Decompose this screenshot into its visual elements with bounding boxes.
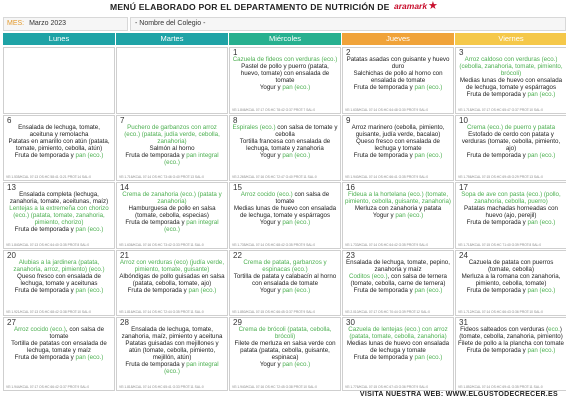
eco-dish-text: pan (eco.)	[527, 219, 556, 226]
day-number: 15	[233, 183, 242, 192]
menu-dishes	[232, 326, 338, 368]
nutrition-info: VE:1.776/KCAL 07:15 OS:HC 67:43 G:36 PROT:9 SAL:0	[345, 385, 429, 389]
day-number: 17	[459, 183, 468, 192]
school-name-field: - Nombre del Colegio -	[130, 17, 566, 31]
eco-dish-text: pan (eco.)	[414, 287, 443, 294]
dish-text: Merluza con zanahoria y patata Yogur y	[354, 205, 442, 219]
menu-dishes	[119, 191, 225, 233]
day-cell	[342, 250, 454, 316]
website-link[interactable]: VISITA NUESTRA WEB: WWW.ELGUSTODECRECER.ES	[359, 391, 558, 398]
weekday-3: Miércoles	[229, 33, 341, 45]
dish-text: Hamburguesa de pollo en salsa (tomate, cebolla, especias) Fruta de temporada y	[125, 205, 216, 226]
dish-text: con salsa de tomate Medias lunas de huevo con ensalada de lechuga, tomate y espárragos Yogur y	[233, 191, 337, 226]
eco-dish-text: pan (eco.)	[282, 84, 311, 91]
day-cell	[342, 115, 454, 181]
eco-dish-text: Espirales (eco.)	[232, 124, 276, 131]
eco-dish-text: pan integral (eco.)	[164, 361, 219, 375]
eco-dish-text: Arroz con verduras (eco) (judía verde, pimiento, tomate, guisante)	[119, 259, 225, 273]
nutrition-info: VE:1.921/KCAL 07:13 OS:HC 68:42 G:38 PROT:10 SAL:0	[6, 310, 91, 314]
day-number: 16	[346, 183, 355, 192]
eco-dish-text: pan (eco.)	[75, 152, 104, 159]
eco-dish-text: pan (eco.)	[282, 219, 311, 226]
month-value: Marzo 2023	[29, 20, 67, 27]
day-cell	[116, 317, 228, 391]
menu-dishes	[6, 191, 112, 233]
dish-text: Arroz marinero (cebolla, pimiento, guisante, judía verde, bacalao) Queso fresco con ensalada de lechuga y tomate Fruta de temporada y	[351, 124, 445, 159]
menu-dishes	[6, 259, 112, 294]
eco-dish-text: pan (eco.)	[527, 152, 556, 159]
menu-dishes	[119, 326, 225, 375]
nutrition-info: VE:1.846/KCAL 07:17 OS:HC 78:42 G:37 PROT:7 SAL:0	[232, 108, 316, 112]
day-number: 6	[7, 116, 12, 125]
nutrition-info: VE:2.010/KCAL 07:17 OS:HC 70:44 G:39 PROT:12 SAL:0	[345, 310, 430, 314]
nutrition-info: VE:1.816/KCAL 07:14 OS:HC 72:44 G:35 PROT:11 SAL:0	[119, 310, 204, 314]
eco-dish-text: pan (eco.)	[414, 84, 443, 91]
day-cell	[229, 250, 341, 316]
eco-dish-text: Crema de brócoli (patata, cebolla, brócoli)	[238, 326, 332, 340]
weekday-1: Lunes	[3, 33, 115, 45]
weekday-4: Jueves	[342, 33, 454, 45]
nutrition-info: VE:1.535/KCAL 07:13 OS:HC 58:41 G:21 PROT:14 SAL:0	[6, 175, 91, 179]
day-cell	[455, 47, 566, 114]
dish-text: Tortilla de patata y calabacín al horno con ensalada de tomate Yogur y	[233, 273, 337, 294]
eco-dish-text: pan (eco.)	[75, 354, 104, 361]
eco-dish-text: Coditos (eco.)	[348, 273, 388, 280]
menu-dishes	[345, 124, 451, 159]
nutrition-info: VE:1.940/KCAL 07:16 OS:HC 72:45 G:38 PROT:10 SAL:0	[232, 385, 317, 389]
nutrition-info: VE:1.636/KCAL 07:16 OS:HC 73:42 G:33 PROT:11 SAL:0	[119, 243, 204, 247]
dish-text: , con salsa de ternera (tomate, cebolla, carne de ternera) Fruta de temporada y	[350, 273, 448, 294]
eco-dish-text: Alubias a la jardinera (patata, zanahoria, arroz, pimiento) (eco.)	[13, 259, 105, 273]
nutrition-info: VE:1.818/KCAL 07:14 OS:HC 65:41 G:33 PROT:11 SAL:0	[119, 385, 204, 389]
eco-dish-text: Puchero de garbanzos con arroz (eco.) (patata, judía verde, cebolla, zanahoria)	[124, 124, 220, 145]
menu-dishes	[119, 259, 225, 294]
eco-dish-text: Arroz caldoso con verduras (eco.) (cebolla, zanahoria, tomate, pimiento, brócoli)	[459, 56, 563, 77]
menu-dishes	[232, 124, 338, 159]
day-number: 28	[120, 318, 129, 327]
day-cell	[229, 182, 341, 249]
day-cell	[3, 47, 115, 114]
nutrition-info: VE:1.944/KCAL 07:17 OS:HC 66:42 G:37 PROT:9 SAL:0	[6, 385, 90, 389]
menu-meta	[3, 17, 563, 31]
eco-dish-text: Cazuela de fideos con verduras (eco.)	[232, 56, 338, 63]
day-number: 10	[459, 116, 468, 125]
menu-dishes	[232, 56, 338, 91]
day-cell	[342, 47, 454, 114]
menu-dishes	[232, 259, 338, 294]
nutrition-info: VE:1.712/KCAL 07:14 OS:HC 66:43 G:36 PROT:10 SAL:0	[458, 310, 543, 314]
day-number: 14	[120, 183, 129, 192]
menu-dishes	[458, 259, 564, 294]
page-footer	[0, 391, 566, 400]
dish-text: Pastel de pollo y puerro (patata, huevo, tomate) con ensalada de tomate Yogur y	[240, 63, 330, 91]
eco-dish-text: Crema de zanahoria (eco.) (patata y zanahoria)	[122, 191, 222, 205]
dish-text: Ensalada de lechuga, tomate, aceituna y remolacha Patatas en amarillo con atún (patata, tomate, pimiento, cebolla, atún) Fruta de temporada y	[8, 124, 110, 159]
eco-dish-text: pan (eco.)	[527, 91, 556, 98]
eco-dish-text: pan integral (eco.)	[164, 219, 219, 233]
nutrition-info: VE:1.850/KCAL 07:15 OS:HC 66:45 G:37 PROT:9 SAL:0	[232, 310, 316, 314]
day-number: 23	[346, 251, 355, 260]
menu-dishes	[345, 191, 451, 219]
eco-dish-text: Crema de patata, garbanzos y espinacas (eco.)	[243, 259, 327, 273]
eco-dish-text: Arroz cocido (eco.)	[13, 326, 66, 333]
day-cell	[455, 115, 566, 181]
day-number: 1	[233, 48, 238, 57]
menu-dishes	[119, 124, 225, 166]
eco-dish-text: Cazuela de lentejas (eco.) con arroz (patata, tomate, cebolla, zanahoria)	[348, 326, 448, 340]
dish-text: Albóndigas de pollo guisadas en salsa (patata, cebolla, tomate, ajo) Fruta de temporada y	[119, 273, 225, 294]
menu-dishes	[458, 56, 564, 98]
dish-text: Ensalada completa (lechuga, zanahoria, tomate, aceitunas, maíz)	[9, 191, 109, 205]
dish-text: Salmón al horno Fruta de temporada y	[125, 145, 195, 159]
dish-text: Cazuela de patata con puerros (tomate, cebolla) Merluza a la romana con zanahoria, pimiento, cebolla, tomate) Fruta de temporada y	[461, 259, 561, 294]
day-cell	[455, 250, 566, 316]
day-cell	[116, 250, 228, 316]
day-number: 22	[233, 251, 242, 260]
day-number: 29	[233, 318, 242, 327]
menu-dishes	[232, 191, 338, 226]
month-field	[3, 17, 128, 31]
nutrition-info: VE:2.265/KCAL 07:16 OS:HC 72:47 G:40 PROT:11 SAL:0	[232, 175, 317, 179]
eco-dish-text: pan (eco.)	[414, 354, 443, 361]
nutrition-info: VE:1.635/KCAL 07:14 OS:HC 64:48 G:30 PROT:9 SAL:0	[345, 108, 429, 112]
day-number: 24	[459, 251, 468, 260]
eco-dish-text: pan (eco.)	[282, 361, 311, 368]
eco-dish-text: pan (eco.)	[527, 347, 556, 354]
eco-dish-text: pan (eco.)	[527, 287, 556, 294]
nutrition-info: VE:1.735/KCAL 07:14 OS:HC 68:42 G:35 PROT:9 SAL:0	[232, 243, 316, 247]
menu-dishes	[458, 191, 564, 226]
day-cell	[3, 182, 115, 249]
menu-title: MENÚ ELABORADO POR EL DEPARTAMENTO DE NUTRICIÓN DE	[110, 2, 390, 12]
day-cell	[455, 182, 566, 249]
nutrition-info: VE:1.840/KCAL 07:13 OS:HC 64:40 G:35 PROT:8 SAL:0	[6, 243, 90, 247]
weekday-5: Viernes	[455, 33, 566, 45]
nutrition-info: VE:1.718/KCAL 07:17 OS:HC 65:47 G:37 PROT:10 SAL:0	[458, 108, 543, 112]
day-cell	[116, 115, 228, 181]
eco-dish-text: pan (eco.)	[75, 287, 104, 294]
dish-text: Ensalada de lechuga, tomate, zanahoria, maíz, pimiento y aceituna Patatas guisadas con mejillones y atún (tomate, cebolla, pimiento, mejillón, atún) Fruta de temporada y	[121, 326, 223, 368]
menu-dishes	[458, 124, 564, 159]
day-number: 31	[459, 318, 468, 327]
weekday-2: Martes	[116, 33, 228, 45]
day-cell	[342, 182, 454, 249]
dish-text: Estofado de cerdo con patata y verduras (tomate, cebolla, pimiento, ajo) Fruta de temporada y	[461, 131, 561, 159]
dish-text: ) (tomate, cebolla, zanahoria, pimiento) Filete de pollo a la plancha con tomate Fruta de temporada y	[458, 326, 564, 354]
day-number: 3	[459, 48, 464, 57]
day-number: 30	[346, 318, 355, 327]
dish-text: Fruta de temporada y	[14, 226, 74, 233]
nutrition-info: VE:1.756/KCAL 07:15 OS:HC 69:45 G:29 PROT:13 SAL:0	[458, 175, 543, 179]
eco-dish-text: pan (eco.)	[414, 152, 443, 159]
day-cell	[229, 115, 341, 181]
aramark-logo: aramark	[394, 1, 428, 11]
dish-text: Queso fresco con ensalada de lechuga, tomate y aceitunas Fruta de temporada y	[14, 273, 101, 294]
menu-dishes	[345, 259, 451, 294]
eco-dish-text: Crema (eco.) de puerro y patata	[466, 124, 556, 131]
dish-text: Ensalada de lechuga, tomate, pepino, zanahoria y maíz	[346, 259, 450, 273]
day-number: 7	[120, 116, 125, 125]
menu-dishes	[6, 326, 112, 361]
day-cell	[3, 115, 115, 181]
day-cell	[229, 317, 341, 391]
dish-text: con salsa de tomate y cebolla Tortilla francesa con ensalada de lechuga, tomate y zanahoria Yogur y	[239, 124, 338, 159]
eco-dish-text: pan (eco.)	[75, 226, 104, 233]
day-number: 9	[346, 116, 351, 125]
eco-dish-text: pan (eco.)	[395, 212, 424, 219]
day-cell	[455, 317, 566, 391]
day-cell	[116, 182, 228, 249]
nutrition-info: VE:1.716/KCAL 07:14 OS:HC 73:46 G:40 PROT:13 SAL:0	[119, 175, 204, 179]
eco-dish-text: eco.	[548, 326, 560, 333]
dish-text: , con salsa de tomate Tortilla de patatas con ensalada de lechuga, tomate y maíz Fruta de temporada y	[11, 326, 107, 361]
day-number: 13	[7, 183, 16, 192]
dish-text: Patatas machadas horneadas con huevo (ajo, perejil) Fruta de temporada y	[464, 205, 558, 226]
nutrition-info: VE:1.852/KCAL 07:14 OS:HC 69:41 G:35 PROT:11 SAL:0	[458, 385, 543, 389]
menu-dishes	[345, 56, 451, 91]
day-cell	[229, 47, 341, 114]
day-cell	[342, 317, 454, 391]
day-cell	[3, 250, 115, 316]
eco-dish-text: pan (eco.)	[188, 287, 217, 294]
dish-text: Fideos salteados con verduras (	[460, 326, 549, 333]
nutrition-info: VE:1.733/KCAL 07:14 OS:HC 64:42 G:35 PROT:9 SAL:0	[345, 243, 429, 247]
day-number: 2	[346, 48, 351, 57]
star-icon: ★	[428, 0, 438, 12]
eco-dish-text: Fideua a la hortelana (eco.) (tomate, pimiento, cebolla, guisante, zanahoria)	[345, 191, 451, 205]
menu-dishes	[6, 124, 112, 159]
eco-dish-text: pan (eco.)	[282, 152, 311, 159]
nutrition-info: VE:1.940/KCAL 07:14 OS:HC 66:41 G:35 PROT:9 SAL:0	[345, 175, 429, 179]
dish-text: Patatas asadas con guisante y huevo duro Salchichas de pollo al horno con ensalada de tomate Fruta de temporada y	[346, 56, 450, 91]
day-number: 20	[7, 251, 16, 260]
dish-text: Filete de merluza en salsa verde con patata (patata, cebolla, guisante, espinaca) Yogur y	[234, 340, 336, 368]
day-number: 21	[120, 251, 129, 260]
page-header	[0, 1, 566, 15]
dish-text: Medias lunas de huevo con ensalada de lechuga y tomate Fruta de temporada y	[346, 340, 450, 361]
menu-dishes	[458, 326, 564, 354]
eco-dish-text: pan (eco.)	[282, 287, 311, 294]
eco-dish-text: Lentejas a la extremeña con chorizo (eco.) (patata, tomate, zanahoria, pimiento, chorizo)	[9, 205, 109, 226]
nutrition-info: VE:1.718/KCAL 07:15 OS:HC 71:40 G:39 PROT:8 SAL:0	[458, 243, 542, 247]
day-number: 8	[233, 116, 238, 125]
menu-dishes	[345, 326, 451, 361]
eco-dish-text: Arroz cocido (eco.)	[240, 191, 293, 198]
day-cell	[3, 317, 115, 391]
dish-text: Medias lunas de huevo con ensalada de lechuga, tomate y espárragos Fruta de temporada y	[459, 77, 563, 98]
day-number: 27	[7, 318, 16, 327]
eco-dish-text: Sopa de ave con pasta (eco.) (pollo, zanahoria, cebolla, puerro)	[461, 191, 561, 205]
eco-dish-text: pan integral (eco.)	[164, 152, 219, 166]
day-cell	[116, 47, 228, 114]
month-label: MES:	[7, 20, 25, 27]
